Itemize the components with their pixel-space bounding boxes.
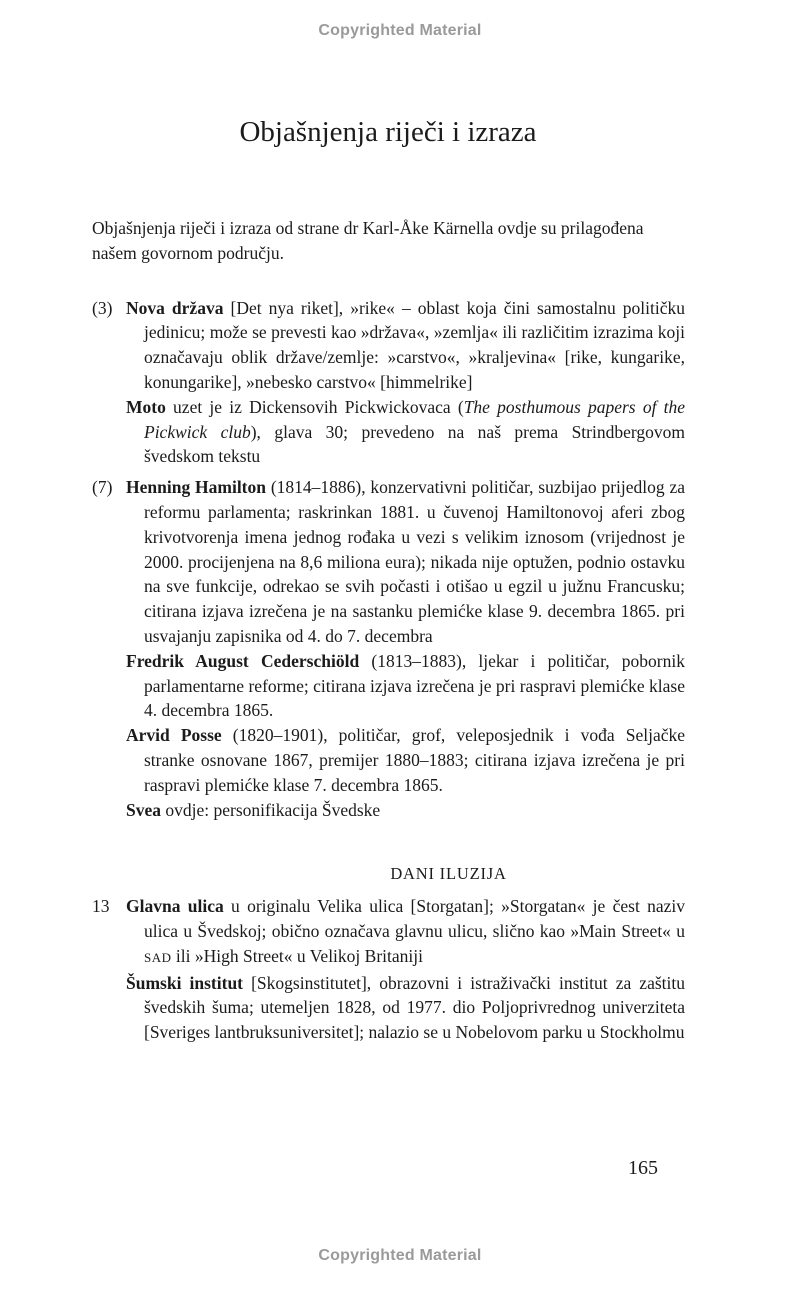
term-headword: Nova država bbox=[126, 297, 224, 318]
term-svea bbox=[126, 798, 685, 823]
term-definition-cont: ili »High Street« u Velikoj Britaniji bbox=[171, 945, 423, 966]
term-headword: Glavna ulica bbox=[126, 896, 224, 917]
term-headword: Arvid Posse bbox=[126, 725, 222, 746]
entry-marker: (7) bbox=[92, 477, 113, 498]
abbreviation: SAD bbox=[144, 949, 172, 965]
term-henning-hamilton bbox=[126, 475, 685, 649]
glossary-entries bbox=[92, 296, 685, 1045]
glossary-entry-7 bbox=[92, 475, 685, 822]
term-sumski-institut bbox=[126, 971, 685, 1045]
term-definition: (1814–1886), konzervativni političar, suzbijao prijedlog za reformu parlamenta; raskrinkan 1881. u čuvenoj Hamiltonovoj aferi zbog krivotvorenja imena jednog rođaka u vezi s velikim iznosom (vrijednost je 2000. procijenjena na 8,6 miliona eura); nikada nije optužen, podnio ostavku na sve funkcije, odrekao se svih počasti i otišao u egzil u južnu Francusku; citirana izjava izrečena je na sastanku plemićke klase 9. decembra 1865. pri usvajanju zapisnika od 4. do 7. decembra bbox=[144, 477, 685, 646]
term-definition-cont: ), glava 30; prevedeno na naš prema Strindbergovom švedskom tekstu bbox=[144, 421, 685, 467]
glossary-entry-3 bbox=[92, 296, 685, 470]
intro-paragraph: Objašnjenja riječi i izraza od strane dr Karl-Åke Kärnella ovdje su prilagođena našem govornom području. bbox=[92, 218, 644, 263]
term-headword: Šumski institut bbox=[126, 972, 244, 993]
term-headword: Moto bbox=[126, 396, 166, 417]
term-moto bbox=[126, 395, 685, 469]
page-content bbox=[92, 216, 685, 1051]
term-definition: [Det nya riket], »rike« – oblast koja čini samostalnu političku jedinicu; može se prevesti kao »država«, »zemlja« ili različitim izrazima koji označavaju oblik države/zemlje: »carstvo«, »kraljevina« [rike, kungarike, konungarike], »nebesko carstvo« [himmelrike] bbox=[144, 297, 686, 392]
term-arvid-posse bbox=[126, 723, 685, 797]
watermark-top: Copyrighted Material bbox=[318, 22, 482, 39]
page-number: 165 bbox=[628, 1157, 658, 1179]
page-title: Objašnjenja riječi i izraza bbox=[239, 116, 537, 148]
term-headword: Svea bbox=[126, 799, 161, 820]
term-definition: (1820–1901), političar, grof, veleposjednik i vođa Seljačke stranke osnovane 1867, premijer 1880–1883; citirana izjava izrečena je pri raspravi plemićke klase 7. decembra 1865. bbox=[144, 725, 686, 795]
watermark-bottom: Copyrighted Material bbox=[318, 1247, 482, 1264]
book-title: The posthumous papers of the Pickwick club bbox=[144, 396, 686, 442]
entry-marker: 13 bbox=[92, 896, 110, 917]
term-definition: ovdje: personifikacija Švedske bbox=[161, 799, 381, 820]
term-headword: Henning Hamilton bbox=[126, 477, 266, 498]
term-definition: (1813–1883), ljekar i političar, pobornik parlamentarne reforme; citirana izjava izrečena je pri raspravi plemićke klase 4. decembra 1865. bbox=[144, 650, 686, 721]
term-nova-drzava bbox=[126, 296, 685, 395]
term-definition: u originalu Velika ulica [Storgatan]; »Storgatan« je čest naziv ulica u Švedskoj; obično označava glavnu ulicu, slično kao »Main Street« u bbox=[144, 896, 685, 941]
term-cederschiold bbox=[126, 649, 685, 723]
term-glavna-ulica bbox=[126, 894, 685, 970]
entry-marker: (3) bbox=[92, 297, 113, 318]
term-definition: [Skogsinstitutet], obrazovni i istraživački institut za zaštitu švedskih šuma; utemeljen 1828, od 1977. dio Poljoprivrednog univerziteta [Sveriges lantbruksuniversitet]; nalazio se u Nobelovom parku u Stockholmu bbox=[144, 972, 685, 1043]
term-definition: uzet je iz Dickensovih Pickwickovaca ( bbox=[165, 396, 464, 417]
term-headword: Fredrik August Cederschiöld bbox=[126, 650, 360, 671]
section-heading: DANI ILUZIJA bbox=[390, 864, 507, 884]
glossary-entry-13 bbox=[92, 894, 685, 1045]
